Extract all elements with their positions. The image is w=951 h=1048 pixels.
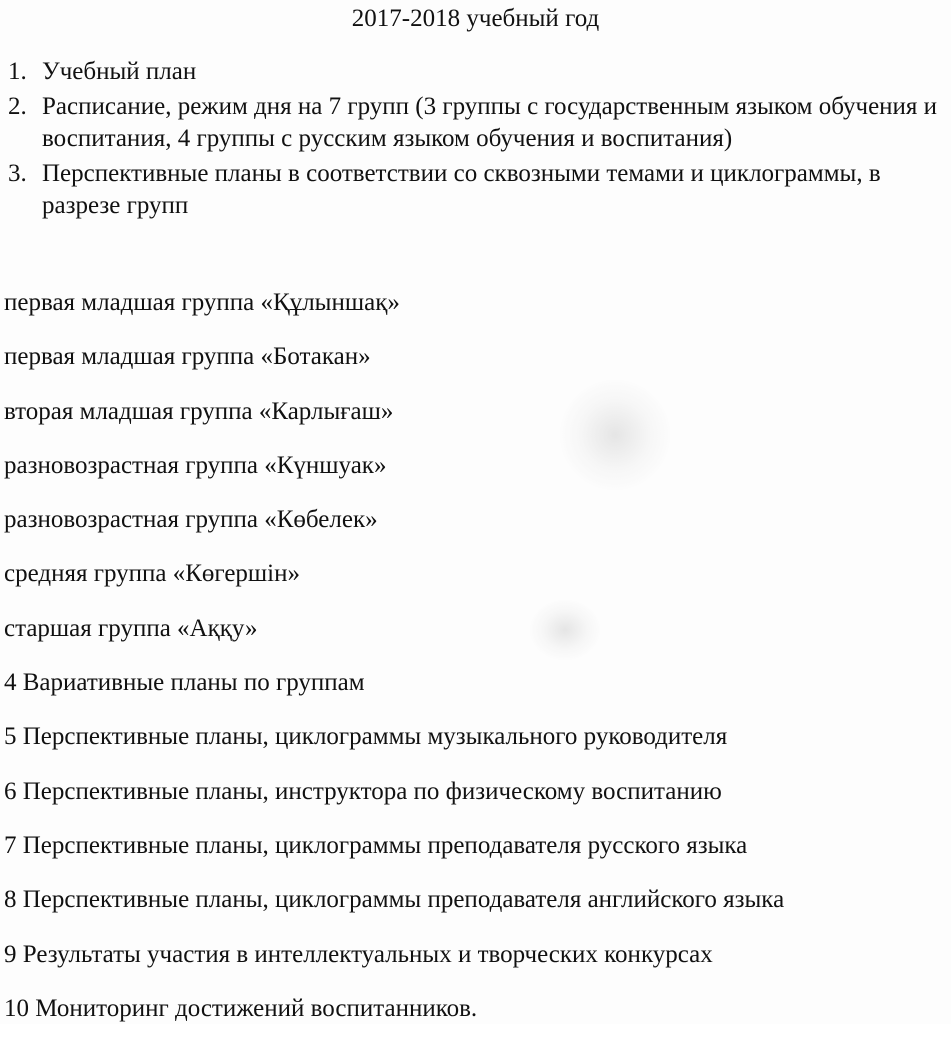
text-line: средняя группа «Көгершін» <box>4 560 301 588</box>
item-text: Перспективные планы в соответствии со сквозными темами и циклограммы, в разрезе групп <box>42 160 881 219</box>
text-line: 9 Результаты участия в интеллектуальных и творческих конкурсах <box>4 940 713 968</box>
text-line: 4 Вариативные планы по группам <box>4 669 365 697</box>
text-line: вторая младшая группа «Карлығаш» <box>4 397 394 425</box>
text-line: разновозрастная группа «Көбелек» <box>4 506 378 534</box>
text-line: 6 Перспективные планы, инструктора по физическому воспитанию <box>4 777 722 805</box>
text-line: первая младшая группа «Ботакан» <box>4 343 371 371</box>
list-item <box>8 158 943 222</box>
item-number: 1. <box>8 58 27 85</box>
item-text: Учебный план <box>42 58 197 85</box>
text-line: старшая группа «Аққу» <box>4 614 258 642</box>
text-line: 8 Перспективные планы, циклограммы преподавателя английского языка <box>4 886 785 914</box>
text-line: 5 Перспективные планы, циклограммы музыкального руководителя <box>4 723 728 751</box>
text-line: первая младшая группа «Құлыншақ» <box>4 289 400 316</box>
item-text: Расписание, режим дня на 7 групп (3 группы с государственным языком обучения и воспитания, 4 группы с русским языком обучения и воспитания) <box>42 93 938 152</box>
content-lines <box>4 288 944 1048</box>
list-item <box>8 56 943 88</box>
text-line: 10 Мониторинг достижений воспитанников. <box>4 994 478 1022</box>
item-number: 3. <box>8 160 27 187</box>
numbered-list <box>8 56 943 225</box>
text-line: 7 Перспективные планы, циклограммы преподавателя русского языка <box>4 831 748 859</box>
text-line: разновозрастная группа «Күншуак» <box>4 451 387 479</box>
list-item <box>8 91 943 155</box>
item-number: 2. <box>8 93 27 120</box>
document-title: 2017-2018 учебный год <box>351 5 600 32</box>
